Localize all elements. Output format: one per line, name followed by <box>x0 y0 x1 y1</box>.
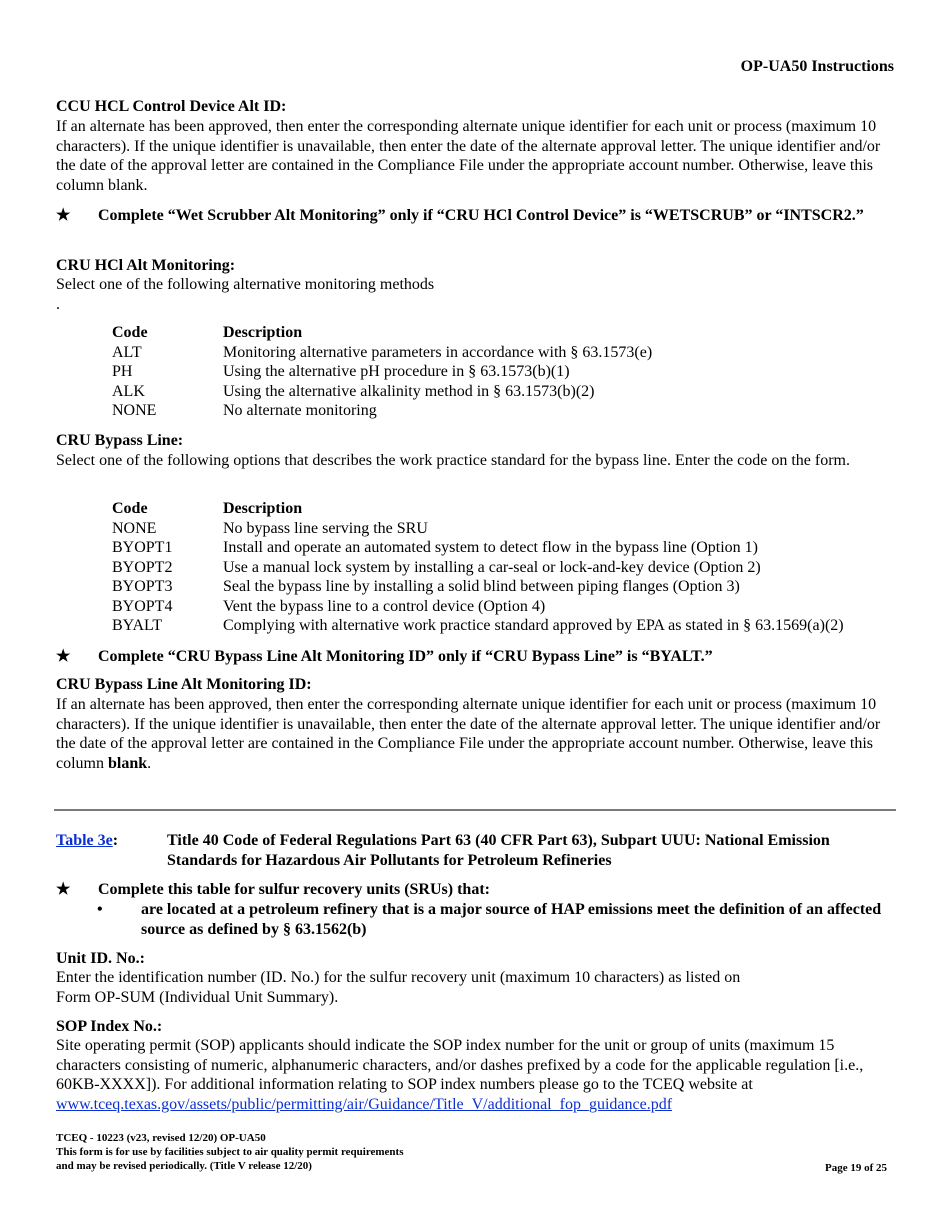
star-icon: ★ <box>56 881 71 898</box>
instruction-note-text: Complete this table for sulfur recovery units (SRUs) that: <box>98 881 490 898</box>
body-text: Site operating permit (SOP) applicants should indicate the SOP index number for the unit or group of units (maximum 15 characters consisting of numeric, alphanumeric characters, and/or dashes prefixed by a code for the applicable regulation [i.e., 60KB-XXXX]). For additional information relating to SOP index numbers please go to the TCEQ website at <box>56 1037 864 1093</box>
sop-index-body <box>56 1036 896 1114</box>
table-row <box>112 343 652 363</box>
cru-bypass-heading: CRU Bypass Line: <box>56 432 184 449</box>
description-cell: Complying with alternative work practice standard approved by EPA as stated in § 63.1569(a)(2) <box>223 617 844 634</box>
bypass-alt-id-heading: CRU Bypass Line Alt Monitoring ID: <box>56 676 312 693</box>
description-cell: Install and operate an automated system to detect flow in the bypass line (Option 1) <box>223 539 758 556</box>
bypass-alt-id-body <box>56 695 896 773</box>
description-cell: Monitoring alternative parameters in accordance with § 63.1573(e) <box>223 343 653 361</box>
table-row <box>112 597 844 617</box>
unit-id-heading: Unit ID. No.: <box>56 950 145 967</box>
instruction-note-sru <box>56 880 896 900</box>
instruction-note-bypass-alt <box>56 647 896 667</box>
star-icon: ★ <box>56 207 71 224</box>
ccu-hcl-alt-heading: CCU HCL Control Device Alt ID: <box>56 98 287 115</box>
code-cell: BYOPT1 <box>112 539 173 556</box>
table-row <box>112 538 844 558</box>
table-row <box>112 558 844 578</box>
footer-notice-line1: This form is for use by facilities subject to air quality permit requirements <box>56 1146 404 1158</box>
code-cell: NONE <box>112 402 157 419</box>
alt-monitoring-code-table <box>112 323 652 421</box>
instruction-note-text: Complete “Wet Scrubber Alt Monitoring” only if “CRU HCl Control Device” is “WETSCRUB” or “INTSCR2.” <box>98 207 864 224</box>
section-divider <box>54 809 896 811</box>
footer-notice-line2: and may be revised periodically. (Title V release 12/20) <box>56 1160 312 1172</box>
code-cell: BYALT <box>112 617 163 634</box>
code-cell: BYOPT4 <box>112 597 173 615</box>
cru-bypass-intro: Select one of the following options that describes the work practice standard for the bypass line. Enter the code on the form. <box>56 452 850 469</box>
description-cell: No alternate monitoring <box>223 402 377 419</box>
body-emphasis: blank <box>108 754 148 772</box>
unit-id-line2: Form OP-SUM (Individual Unit Summary). <box>56 989 339 1006</box>
body-end: . <box>147 754 152 772</box>
code-column-header: Code <box>112 500 148 517</box>
cru-alt-monitoring-heading: CRU HCl Alt Monitoring: <box>56 257 236 274</box>
table-3e-title: Title 40 Code of Federal Regulations Part 63 (40 CFR Part 63), Subpart UUU: National Emission Standards for Hazardous Air Pollutants for Petroleum Refineries <box>167 832 830 869</box>
instruction-note-text: Complete “CRU Bypass Line Alt Monitoring ID” only if “CRU Bypass Line” is “BYALT.” <box>98 648 713 665</box>
code-column-header: Code <box>112 324 148 341</box>
table-3e-link[interactable]: Table 3e <box>56 832 113 849</box>
code-cell: ALT <box>112 343 142 361</box>
code-cell: BYOPT2 <box>112 558 173 576</box>
cru-alt-monitoring-intro: Select one of the following alternative monitoring methods <box>56 276 435 293</box>
bullet-text: are located at a petroleum refinery that is a major source of HAP emissions meet the definition of an affected source as defined by § 63.1562(b) <box>141 901 882 938</box>
footer-form-id: TCEQ - 10223 (v23, revised 12/20) OP-UA50 <box>56 1132 266 1144</box>
table-row <box>112 401 652 421</box>
description-column-header: Description <box>223 324 303 341</box>
table-row <box>112 382 652 402</box>
table-row <box>112 616 844 636</box>
description-cell: Seal the bypass line by installing a solid blind between piping flanges (Option 3) <box>223 578 740 595</box>
stray-period: . <box>56 296 60 313</box>
table-row <box>112 362 652 382</box>
bypass-code-table <box>112 499 844 636</box>
description-cell: Vent the bypass line to a control device (Option 4) <box>223 597 546 615</box>
table-row <box>112 577 844 597</box>
body-text: If an alternate has been approved, then enter the corresponding alternate unique identifier for each unit or process (maximum 10 characters). If the unique identifier is unavailable, then enter the date of the alternate approval letter. The unique identifier and/or the date of the approval letter are contained in the Compliance File under the appropriate account number. Otherwise, leave this column <box>56 696 881 772</box>
table-3e-colon: : <box>112 832 119 849</box>
table-header-row <box>112 499 844 519</box>
code-cell: PH <box>112 363 133 380</box>
unit-id-line1: Enter the identification number (ID. No.) for the sulfur recovery unit (maximum 10 characters) as listed on <box>56 969 741 986</box>
sop-index-heading: SOP Index No.: <box>56 1018 163 1035</box>
page-header-title: OP-UA50 Instructions <box>740 58 894 75</box>
ccu-hcl-alt-body: If an alternate has been approved, then enter the corresponding alternate unique identifier for each unit or process (maximum 10 characters). If the unique identifier is unavailable, then enter the date of the alternate approval letter. The unique identifier and/or the date of the approval letter are contained in the Compliance File under the appropriate account number. Otherwise, leave this column blank. <box>56 118 881 194</box>
page-number: Page 19 of 25 <box>824 1162 887 1174</box>
table-3e-label <box>56 831 118 851</box>
description-cell: Using the alternative alkalinity method in § 63.1573(b)(2) <box>223 382 595 400</box>
code-cell: NONE <box>112 519 157 537</box>
code-cell: BYOPT3 <box>112 578 173 595</box>
description-cell: No bypass line serving the SRU <box>223 519 428 537</box>
bullet-icon: • <box>97 901 103 918</box>
star-icon: ★ <box>56 648 71 665</box>
guidance-url-link[interactable]: www.tceq.texas.gov/assets/public/permitting/air/Guidance/Title_V/additional_fop_guidance.pdf <box>56 1095 673 1113</box>
description-cell: Use a manual lock system by installing a car-seal or lock-and-key device (Option 2) <box>223 558 761 576</box>
table-row <box>112 519 844 539</box>
description-cell: Using the alternative pH procedure in § 63.1573(b)(1) <box>223 363 570 380</box>
code-cell: ALK <box>112 382 145 400</box>
table-header-row <box>112 323 652 343</box>
instruction-note-wet-scrubber <box>56 206 896 246</box>
description-column-header: Description <box>223 500 303 517</box>
